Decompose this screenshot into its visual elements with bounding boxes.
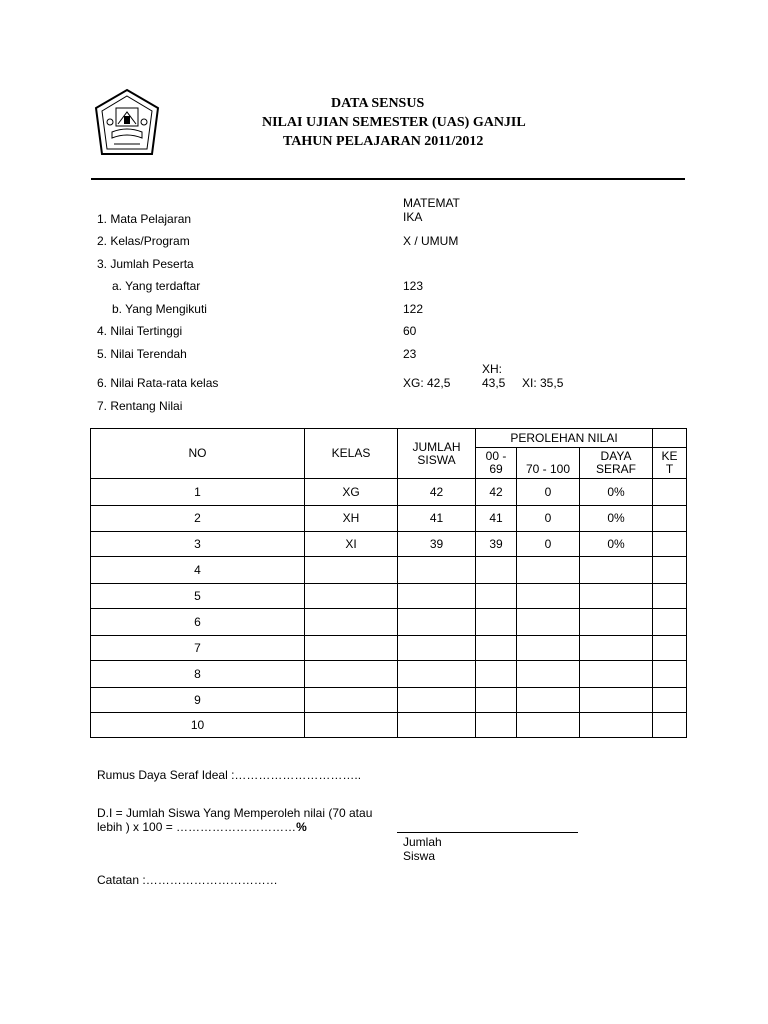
field-value-rata-xh-1: XH: [482,362,503,376]
title-line-1: DATA SENSUS [331,96,425,111]
cell-no: 1 [91,479,305,506]
di-percent: % [296,820,307,834]
cell-r2 [517,636,580,661]
header-no: NO [91,429,305,479]
cell-r2 [517,557,580,584]
table-row [91,688,687,713]
cell-daya [580,713,653,738]
cell-daya: 0% [580,532,653,557]
header-kelas: KELAS [305,429,398,479]
cell-no: 5 [91,584,305,609]
field-value-mengikuti: 122 [403,302,424,316]
cell-r1 [476,609,517,636]
cell-daya [580,584,653,609]
cell-no: 8 [91,661,305,688]
header-daya-line-2: SERAF [595,462,636,476]
field-value-kelas: X / UMUM [403,234,459,248]
table-row [91,713,687,738]
cell-no: 4 [91,557,305,584]
header-range1-line-1: 00 - [485,449,507,463]
cell-r1 [476,636,517,661]
cell-daya [580,609,653,636]
cell-r2 [517,661,580,688]
cell-jumlah [398,636,476,661]
field-value-nilai-tertinggi: 60 [403,324,417,338]
cell-daya [580,557,653,584]
title-line-3: TAHUN PELAJARAN 2011/2012 [283,134,484,149]
cell-ket [653,557,687,584]
cell-r1 [476,557,517,584]
cell-jumlah [398,609,476,636]
cell-daya: 0% [580,479,653,506]
cell-r2 [517,688,580,713]
header-perolehan-nilai: PEROLEHAN NILAI [476,429,653,448]
cell-kelas: XG [305,479,398,506]
cell-ket [653,661,687,688]
fraction-line [397,832,578,833]
school-logo [94,88,160,160]
table-row [91,506,687,532]
cell-kelas [305,713,398,738]
cell-r1: 41 [476,506,517,532]
di-formula-text: lebih ) x 100 = ………………………… [97,820,297,834]
catatan: Catatan :…………………………… [97,873,278,887]
cell-ket [653,532,687,557]
cell-ket [653,506,687,532]
cell-kelas [305,636,398,661]
cell-r1 [476,688,517,713]
cell-no: 7 [91,636,305,661]
cell-kelas: XH [305,506,398,532]
cell-r2 [517,584,580,609]
rumus-daya-seraf: Rumus Daya Seraf Ideal :………………………….. [97,768,362,782]
field-label-nilai-terendah: 5. Nilai Terendah [97,347,187,361]
field-label-rata-rata: 6. Nilai Rata-rata kelas [97,376,219,390]
cell-jumlah: 39 [398,532,476,557]
cell-kelas: XI [305,532,398,557]
field-value-mata-pelajaran-2: IKA [403,210,423,224]
table-body [91,479,687,738]
table-row [91,557,687,584]
cell-r1: 39 [476,532,517,557]
cell-jumlah [398,661,476,688]
field-label-terdaftar: a. Yang terdaftar [112,279,201,293]
cell-jumlah [398,713,476,738]
cell-r1 [476,584,517,609]
cell-jumlah: 41 [398,506,476,532]
nilai-table [90,428,687,738]
field-label-mengikuti: b. Yang Mengikuti [112,302,207,316]
cell-jumlah [398,688,476,713]
field-value-rata-xg: XG: 42,5 [403,376,451,390]
header-jumlah-siswa [398,429,476,479]
cell-r2: 0 [517,506,580,532]
di-formula-line-2 [97,820,307,834]
cell-jumlah: 42 [398,479,476,506]
field-value-rata-xh-2: 43,5 [482,376,506,390]
cell-jumlah [398,584,476,609]
cell-r1 [476,713,517,738]
field-label-mata-pelajaran: 1. Mata Pelajaran [97,212,192,226]
cell-r2: 0 [517,532,580,557]
header-ket-top [653,429,687,448]
header-daya-seraf [580,448,653,479]
cell-ket [653,584,687,609]
header-jumlah-line-2: SISWA [417,452,456,467]
cell-ket [653,688,687,713]
cell-kelas [305,557,398,584]
cell-r2 [517,713,580,738]
header-ket-line-2: T [665,462,674,476]
cell-no: 2 [91,506,305,532]
table-row [91,636,687,661]
cell-daya [580,688,653,713]
field-value-mata-pelajaran-1: MATEMAT [403,196,460,210]
emblem-icon [94,88,160,160]
table-row [91,661,687,688]
cell-daya [580,661,653,688]
cell-jumlah [398,557,476,584]
cell-no: 9 [91,688,305,713]
cell-no: 6 [91,609,305,636]
header-jumlah-line-1: JUMLAH [412,439,461,454]
field-value-terdaftar: 123 [403,279,424,293]
table-row [91,584,687,609]
cell-ket [653,636,687,661]
cell-ket [653,713,687,738]
denominator-line-1: Jumlah [403,835,442,849]
field-label-jumlah-peserta: 3. Jumlah Peserta [97,257,194,271]
cell-ket [653,609,687,636]
cell-no: 3 [91,532,305,557]
field-value-rata-xi: XI: 35,5 [522,376,564,390]
cell-no: 10 [91,713,305,738]
header-daya-line-1: DAYA [600,449,632,463]
cell-kelas [305,661,398,688]
table-header-row-1 [91,429,687,448]
cell-r1 [476,661,517,688]
cell-kelas [305,609,398,636]
cell-ket [653,479,687,506]
table-row [91,609,687,636]
cell-r2: 0 [517,479,580,506]
header-range-70-100: 70 - 100 [517,448,580,479]
table-row [91,479,687,506]
header-divider [91,178,685,180]
table-row [91,532,687,557]
field-label-nilai-tertinggi: 4. Nilai Tertinggi [97,324,183,338]
field-label-rentang-nilai: 7. Rentang Nilai [97,399,183,413]
cell-r2 [517,609,580,636]
title-line-2: NILAI UJIAN SEMESTER (UAS) GANJIL [262,115,526,130]
cell-daya [580,636,653,661]
field-label-kelas: 2. Kelas/Program [97,234,190,248]
header-ket [653,448,687,479]
cell-daya: 0% [580,506,653,532]
header-ket-line-1: KE [661,449,678,463]
di-formula-line-1: D.I = Jumlah Siswa Yang Memperoleh nilai (70 atau [97,806,373,820]
field-value-nilai-terendah: 23 [403,347,417,361]
header-range1-line-2: 69 [489,462,503,476]
header-range-00-69 [476,448,517,479]
denominator-line-2: Siswa [403,849,436,863]
cell-kelas [305,688,398,713]
cell-kelas [305,584,398,609]
cell-r1: 42 [476,479,517,506]
